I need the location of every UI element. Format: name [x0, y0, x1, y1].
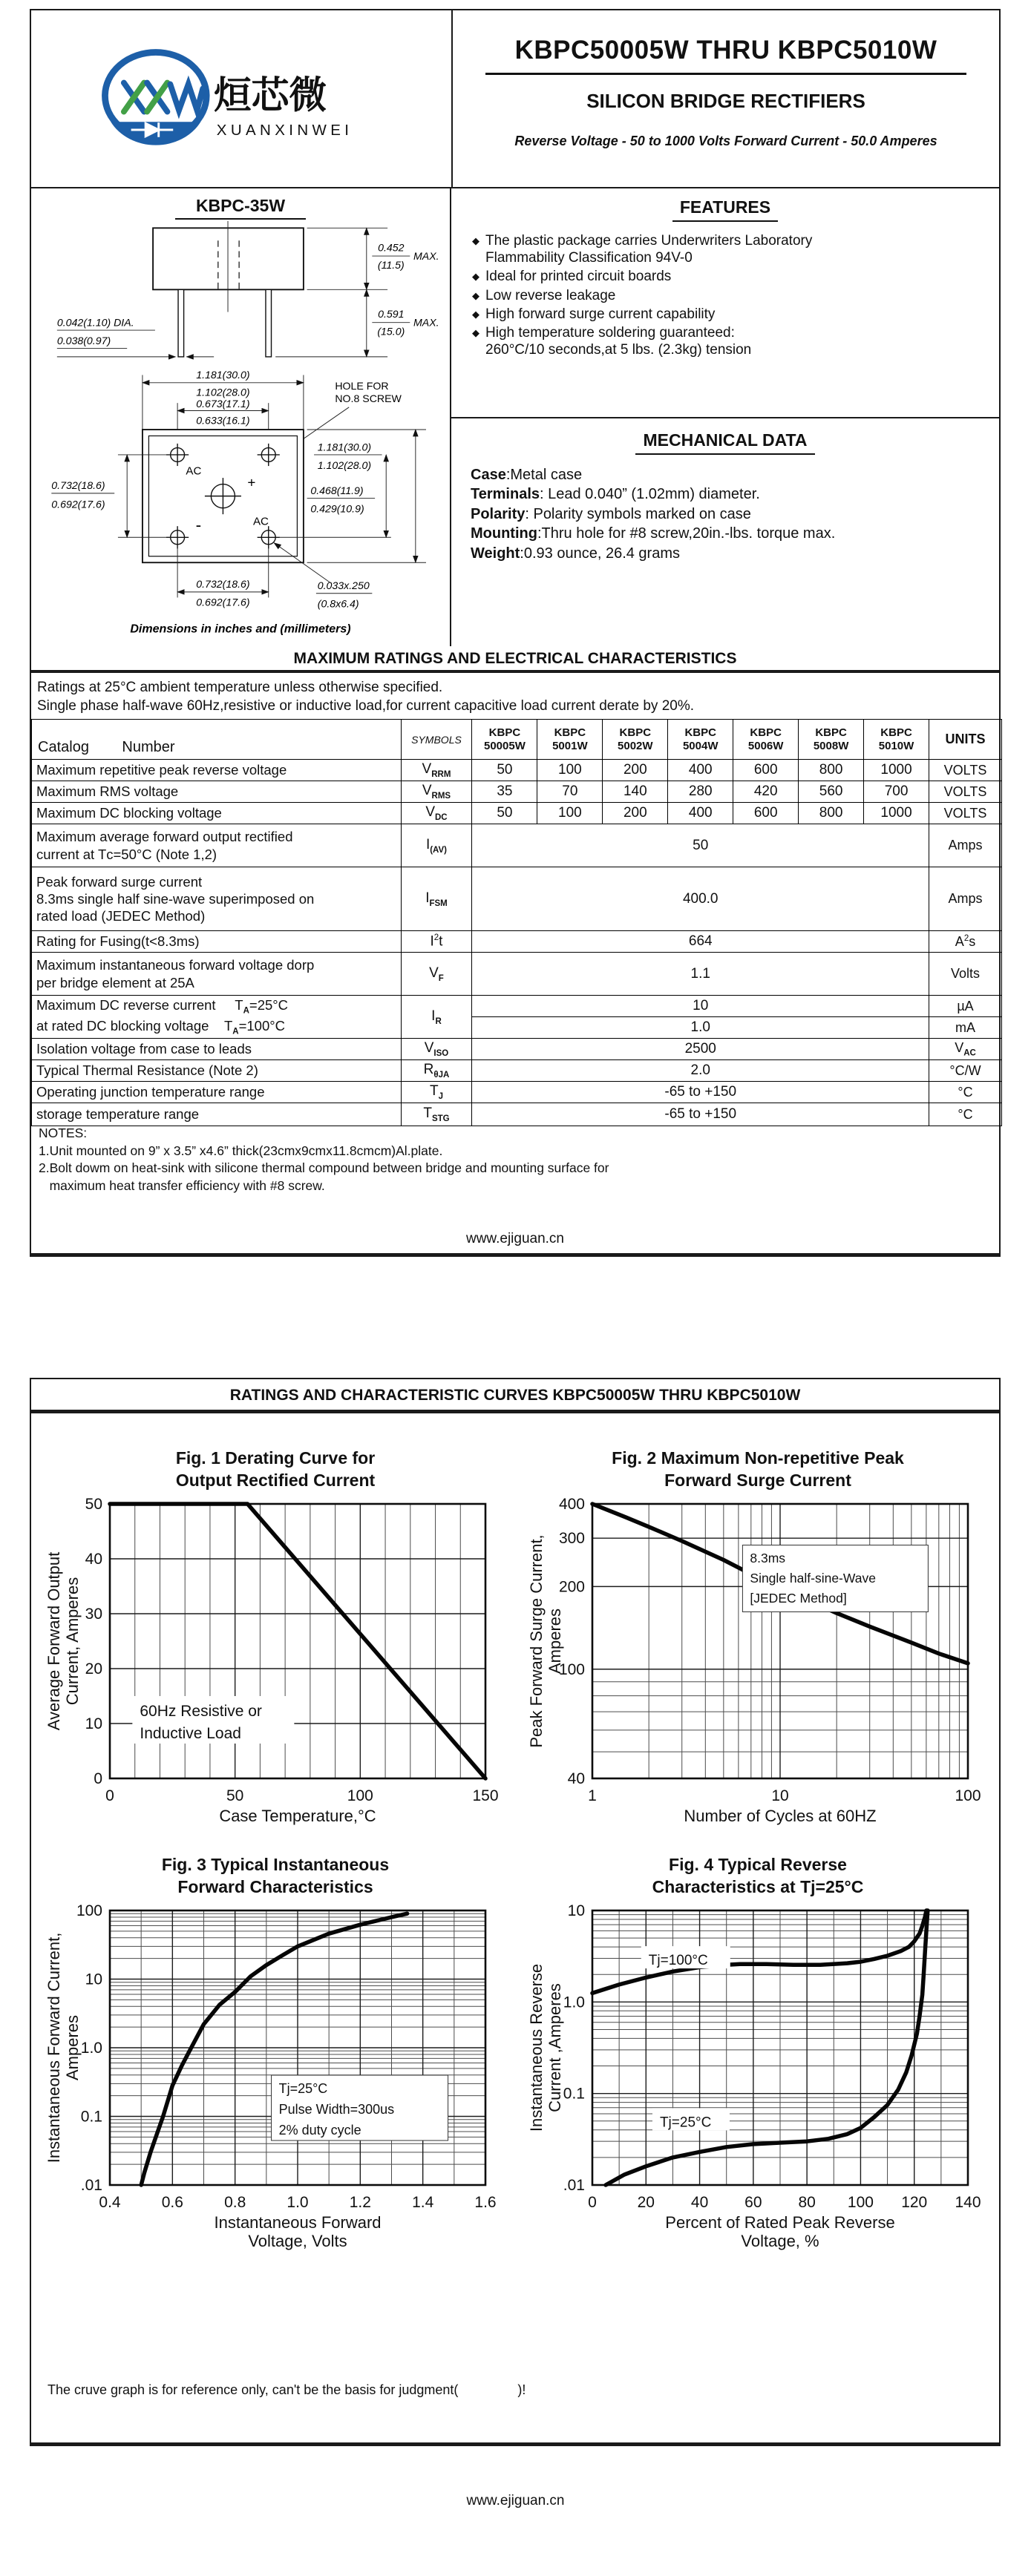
symbol-cell: $I_{FSM}$	[401, 867, 472, 931]
svg-text:0.429(10.9): 0.429(10.9)	[310, 502, 364, 515]
unit-cell: µA	[929, 996, 1002, 1017]
svg-text:60: 60	[744, 2193, 762, 2211]
package-diagram	[31, 188, 451, 646]
unit-cell: mA	[929, 1017, 1002, 1039]
logo-band	[111, 122, 200, 145]
svg-text:140: 140	[955, 2193, 981, 2211]
website-url-footer: www.ejiguan.cn	[466, 2493, 565, 2508]
col-device: KBPC 5008W	[799, 720, 864, 760]
table-row	[32, 824, 1002, 867]
unit-cell: °C/W	[929, 1060, 1002, 1082]
value-cell: 200	[603, 760, 668, 781]
value-cell: -65 to +150	[472, 1082, 929, 1103]
mechanical-line: Weight:0.93 ounce, 26.4 grams	[471, 545, 680, 562]
value-cell: 100	[537, 803, 603, 824]
svg-text:20: 20	[637, 2193, 655, 2211]
svg-text:120: 120	[901, 2193, 928, 2211]
parameter-cell: Maximum instantaneous forward voltage dorp per bridge element at 25A	[32, 953, 402, 996]
symbol-cell: $R_{\theta JA}$	[401, 1060, 472, 1082]
svg-text:NO.8 SCREW: NO.8 SCREW	[335, 392, 402, 405]
value-cell: 1.0	[472, 1017, 929, 1039]
fig3-forward-characteristic-curve	[141, 1913, 407, 2185]
figure-1	[42, 1448, 509, 1847]
company-logo-graphic	[89, 26, 393, 171]
svg-text:80: 80	[798, 2193, 816, 2211]
features-section	[451, 188, 999, 418]
svg-text:0.692(17.6): 0.692(17.6)	[51, 498, 105, 510]
website-url: www.ejiguan.cn	[465, 1231, 565, 1246]
parameter-cell: Maximum repetitive peak reverse voltage	[32, 760, 402, 781]
svg-text:.01: .01	[563, 2176, 585, 2194]
svg-text:(11.5): (11.5)	[377, 259, 405, 272]
svg-text:0.8: 0.8	[224, 2193, 246, 2211]
symbol-cell: $V_{RRM}$	[401, 760, 472, 781]
svg-text:10: 10	[567, 1902, 585, 1919]
value-cell: 420	[733, 781, 799, 803]
bullet-icon: ◆	[472, 271, 480, 283]
parameter-cell: Typical Thermal Resistance (Note 2)	[32, 1060, 402, 1082]
feature-item	[471, 306, 980, 323]
symbol-cell: $I_{(AV)}$	[401, 824, 472, 867]
svg-text:1.2: 1.2	[349, 2193, 371, 2211]
parameter-cell: storage temperature range	[32, 1103, 402, 1126]
svg-text:0.633(16.1): 0.633(16.1)	[196, 414, 250, 427]
svg-text:+: +	[247, 474, 256, 490]
value-cell: 600	[733, 803, 799, 824]
unit-cell: °C	[929, 1082, 1002, 1103]
feature-item	[471, 287, 980, 304]
value-cell: 800	[799, 803, 864, 824]
svg-text:50: 50	[85, 1495, 102, 1513]
symbol-cell: $V_{DC}$	[401, 803, 472, 824]
parameter-cell: Maximum average forward output rectified current at Tᴄ=50°C (Note 1,2)	[32, 824, 402, 867]
page-2	[30, 1378, 1001, 2446]
value-cell: 1000	[864, 760, 929, 781]
svg-text:(0.8x6.4): (0.8x6.4)	[317, 597, 359, 610]
page-1	[30, 9, 1001, 1257]
symbol-cell: $I_R$	[401, 996, 472, 1039]
right-column	[451, 188, 999, 646]
fig1-y-axis-label: Current, Amperes	[63, 1577, 82, 1705]
note-line: maximum heat transfer efficiency with #8 screw.	[39, 1177, 325, 1193]
fig4-x-axis-label: Voltage, %	[741, 2231, 819, 2250]
unit-cell: °C	[929, 1103, 1002, 1126]
fig2-x-axis-label: Number of Cycles at 60HZ	[684, 1806, 877, 1825]
feature-text: High forward surge current capability	[485, 306, 716, 322]
svg-text:1.0: 1.0	[287, 2193, 309, 2211]
svg-text:1.6: 1.6	[474, 2193, 497, 2211]
svg-text:0.038(0.97): 0.038(0.97)	[56, 334, 111, 346]
symbol-cell: $T_{STG}$	[401, 1103, 472, 1126]
logo-chinese: 烜芯微	[213, 73, 327, 116]
value-cell: 200	[603, 803, 668, 824]
unit-cell: VOLTS	[929, 760, 1002, 781]
svg-text:1.4: 1.4	[412, 2193, 434, 2211]
mechanical-section	[451, 418, 999, 646]
ratings-condition-1: Ratings at 25°C ambient temperature unless otherwise specified.	[37, 680, 443, 695]
fig1-plot	[42, 1495, 502, 1844]
svg-text:0.732(18.6): 0.732(18.6)	[51, 479, 105, 492]
svg-text:0: 0	[105, 1787, 114, 1804]
symbol-cell: $T_J$	[401, 1082, 472, 1103]
value-cell: 800	[799, 760, 864, 781]
fig1-title: Fig. 1 Derating Curve for Output Rectified Current	[175, 1448, 376, 1490]
col-device: KBPC 5001W	[537, 720, 603, 760]
parameter-cell: Maximum DC reverse current $T_A=25^\circ C$ at rated DC blocking voltage $T_A=100^\circ C$	[32, 996, 402, 1039]
value-cell: 140	[603, 781, 668, 803]
feature-item	[471, 324, 980, 358]
table-row	[32, 953, 1002, 996]
svg-text:0.591: 0.591	[378, 308, 405, 321]
feature-item	[471, 232, 980, 266]
features-list	[471, 232, 980, 358]
svg-text:300: 300	[558, 1530, 585, 1548]
package-name: KBPC-35W	[175, 196, 306, 220]
svg-text:0.1: 0.1	[80, 2108, 102, 2126]
col-symbols: SYMBOLS	[401, 720, 472, 760]
main-columns	[31, 188, 999, 646]
value-cell: 664	[472, 931, 929, 953]
figure-4	[524, 1854, 992, 2254]
mechanical-line: Mounting:Thru hole for #8 screw,20in.-lbs. torque max.	[471, 525, 836, 542]
fig1-y-axis-label: Average Forward Output	[45, 1551, 63, 1731]
svg-text:200: 200	[558, 1578, 585, 1596]
svg-text:1.102(28.0): 1.102(28.0)	[317, 459, 372, 471]
doc-subtitle: SILICON BRIDGE RECTIFIERS	[586, 90, 865, 112]
value-cell: 400	[668, 803, 733, 824]
value-cell: 100	[537, 760, 603, 781]
symbol-cell: $V_{RMS}$	[401, 781, 472, 803]
logo	[31, 10, 453, 187]
fig1-annotation: 60Hz Resistive or	[140, 1702, 262, 1720]
svg-text:10: 10	[85, 1715, 102, 1732]
fig3-plot	[42, 1902, 502, 2250]
table-row	[32, 1082, 1002, 1103]
svg-text:0: 0	[588, 2193, 597, 2211]
symbol-cell: $I^2t$	[401, 931, 472, 953]
value-cell: 50	[472, 760, 537, 781]
svg-text:0.6: 0.6	[161, 2193, 183, 2211]
svg-text:.01: .01	[80, 2176, 102, 2194]
ratings-table	[31, 719, 1002, 1126]
svg-text:(15.0): (15.0)	[377, 325, 405, 338]
package-drawing	[37, 220, 444, 640]
notes-section	[39, 1125, 609, 1195]
col-device: KBPC 50005W	[472, 720, 537, 760]
svg-text:30: 30	[85, 1605, 102, 1623]
mechanical-line: Case:Metal case	[471, 467, 583, 483]
svg-text:AC: AC	[186, 464, 202, 478]
curves-heading: RATINGS AND CHARACTERISTIC CURVES KBPC50005W THRU KBPC5010W	[31, 1379, 999, 1413]
svg-text:100: 100	[847, 2193, 874, 2211]
svg-text:MAX.: MAX.	[413, 249, 439, 262]
feature-text: Ideal for printed circuit boards	[485, 269, 672, 285]
fig2-y-axis-label: Amperes	[546, 1608, 564, 1674]
mechanical-line: Terminals: Lead 0.040” (1.02mm) diameter.	[471, 486, 760, 503]
svg-text:0.692(17.6): 0.692(17.6)	[196, 596, 250, 608]
symbol-cell: $V_F$	[401, 953, 472, 996]
fig4-plot	[524, 1902, 984, 2250]
fig4-annotation: Tj=100°C	[648, 1952, 708, 1968]
fig2-y-axis-label: Peak Forward Surge Current,	[527, 1534, 546, 1748]
fig3-x-axis-label: Instantaneous Forward	[214, 2212, 382, 2232]
fig4-x-axis-label: Percent of Rated Peak Reverse	[665, 2212, 895, 2232]
mechanical-line: Polarity: Polarity symbols marked on case	[471, 505, 751, 522]
col-units: UNITS	[929, 720, 1002, 760]
value-cell: 280	[668, 781, 733, 803]
svg-text:40: 40	[690, 2193, 709, 2211]
bullet-icon: ◆	[472, 308, 480, 320]
svg-text:0.468(11.9): 0.468(11.9)	[310, 484, 364, 496]
fig3-annotation: 2% duty cycle	[278, 2122, 361, 2138]
figure-3	[42, 1854, 509, 2254]
fig4-y-axis-label: Current ,Amperes	[546, 1982, 564, 2112]
fig2-annotation: Single half-sine-Wave	[750, 1570, 876, 1586]
fig2-title: Fig. 2 Maximum Non-repetitive Peak Forward Surge Current	[612, 1448, 904, 1490]
col-device: KBPC 5002W	[603, 720, 668, 760]
unit-cell: $V_{AC}$	[929, 1039, 1002, 1060]
feature-text: The plastic package carries Underwriters Laboratory Flammability Classification 94V-0	[485, 233, 813, 266]
svg-text:100: 100	[76, 1902, 102, 1919]
value-cell: 560	[799, 781, 864, 803]
parameter-cell: Peak forward surge current 8.3ms single half sine-wave superimposed on rated load (JEDEC Method)	[32, 867, 402, 931]
svg-text:0.033x.250: 0.033x.250	[317, 579, 370, 592]
doc-tagline: Reverse Voltage - 50 to 1000 Volts Forward Current - 50.0 Amperes	[514, 134, 937, 148]
svg-text:10: 10	[85, 1971, 102, 1988]
fig3-y-axis-label: Amperes	[63, 2014, 82, 2080]
svg-text:0.4: 0.4	[99, 2193, 121, 2211]
value-cell: 400.0	[472, 867, 929, 931]
ratings-condition-2: Single phase half-wave 60Hz,resistive or inductive load,for current capacitive load current derate by 20%.	[37, 697, 695, 714]
value-cell: 600	[733, 760, 799, 781]
fig2-annotation: 8.3ms	[750, 1550, 786, 1565]
logo-pinyin: XUANXINWEI	[216, 121, 353, 139]
value-cell: 400	[668, 760, 733, 781]
bullet-icon: ◆	[472, 235, 480, 246]
table-row	[32, 996, 1002, 1017]
svg-text:50: 50	[226, 1787, 244, 1804]
fig2-plot	[524, 1495, 984, 1844]
fig3-annotation: Tj=25°C	[278, 2080, 328, 2096]
svg-text:100: 100	[558, 1660, 585, 1678]
value-cell: 10	[472, 996, 929, 1017]
unit-cell: VOLTS	[929, 781, 1002, 803]
bullet-icon: ◆	[472, 289, 480, 301]
table-row	[32, 867, 1002, 931]
unit-cell: $A^2s$	[929, 931, 1002, 953]
ratings-conditions	[37, 679, 694, 715]
parameter-cell: Maximum DC blocking voltage	[32, 803, 402, 824]
title-rule	[485, 73, 966, 75]
svg-text:10: 10	[771, 1787, 789, 1804]
fig3-annotation: Pulse Width=300us	[278, 2101, 395, 2117]
unit-cell: Amps	[929, 824, 1002, 867]
value-cell: 70	[537, 781, 603, 803]
svg-text:0.452: 0.452	[378, 241, 405, 254]
table-row	[32, 760, 1002, 781]
table-row	[32, 781, 1002, 803]
svg-text:100: 100	[347, 1787, 373, 1804]
notes-lines	[39, 1143, 609, 1195]
col-catalog-number: Catalog Number	[32, 720, 402, 760]
fig1-annotation: Inductive Load	[140, 1724, 241, 1742]
table-row	[32, 1039, 1002, 1060]
value-cell: 50	[472, 803, 537, 824]
table-row	[32, 1103, 1002, 1126]
ratings-heading: MAXIMUM RATINGS AND ELECTRICAL CHARACTERISTICS	[31, 646, 999, 673]
svg-text:0: 0	[94, 1770, 102, 1787]
fig4-annotation: Tj=25°C	[659, 2115, 712, 2131]
note-line: 2.Bolt dowm on heat-sink with silicone thermal compound between bridge and mounting surface for	[39, 1160, 609, 1176]
value-cell: 1000	[864, 803, 929, 824]
svg-text:HOLE FOR: HOLE FOR	[335, 380, 389, 392]
fig4-y-axis-label: Instantaneous Reverse	[527, 1963, 546, 2132]
svg-text:0.1: 0.1	[563, 2085, 585, 2103]
svg-text:AC: AC	[252, 515, 269, 528]
unit-cell: VOLTS	[929, 803, 1002, 824]
diagram-caption: Dimensions in inches and (millimeters)	[130, 622, 351, 636]
svg-text:0.732(18.6): 0.732(18.6)	[196, 578, 250, 591]
symbol-cell: $V_{ISO}$	[401, 1039, 472, 1060]
table-header-row	[32, 720, 1002, 760]
svg-text:1.181(30.0): 1.181(30.0)	[196, 369, 250, 381]
value-cell: 2.0	[472, 1060, 929, 1082]
title-block	[453, 10, 999, 187]
svg-text:1.181(30.0): 1.181(30.0)	[317, 441, 372, 453]
svg-text:150: 150	[472, 1787, 499, 1804]
svg-text:40: 40	[567, 1770, 585, 1787]
feature-text: Low reverse leakage	[485, 287, 616, 303]
features-heading: FEATURES	[672, 197, 778, 222]
value-cell: 2500	[472, 1039, 929, 1060]
svg-text:100: 100	[955, 1787, 981, 1804]
svg-text:20: 20	[85, 1660, 102, 1678]
svg-text:0.673(17.1): 0.673(17.1)	[196, 397, 250, 410]
fig1-x-axis-label: Case Temperature,°C	[219, 1806, 376, 1825]
fig3-y-axis-label: Instantaneous Forward Current,	[45, 1932, 63, 2163]
value-cell: -65 to +150	[472, 1103, 929, 1126]
feature-item	[471, 268, 980, 285]
fig3-x-axis-label: Voltage, Volts	[248, 2231, 347, 2250]
page-title: KBPC50005W THRU KBPC5010W	[514, 36, 937, 65]
svg-text:40: 40	[85, 1550, 102, 1568]
note-line: 1.Unit mounted on 9” x 3.5” x4.6” thick(23cmx9cmx11.8cmcm)Al.plate.	[39, 1143, 443, 1158]
bullet-icon: ◆	[472, 326, 480, 338]
svg-text:1: 1	[588, 1787, 597, 1804]
parameter-cell: Maximum RMS voltage	[32, 781, 402, 803]
parameter-cell: Isolation voltage from case to leads	[32, 1039, 402, 1060]
svg-text:1.102(28.0): 1.102(28.0)	[196, 386, 250, 398]
feature-text: High temperature soldering guaranteed: 260°C/10 seconds,at 5 lbs. (2.3kg) tension	[485, 324, 752, 358]
value-cell: 35	[472, 781, 537, 803]
header	[31, 10, 999, 188]
mechanical-lines	[471, 465, 980, 563]
col-device: KBPC 5006W	[733, 720, 799, 760]
table-row	[32, 1060, 1002, 1082]
value-cell: 700	[864, 781, 929, 803]
value-cell: 50	[472, 824, 929, 867]
svg-text:400: 400	[558, 1495, 585, 1513]
svg-text:1.0: 1.0	[80, 2039, 102, 2057]
svg-text:-: -	[195, 515, 202, 534]
svg-text:1.0: 1.0	[563, 1994, 585, 2011]
mechanical-heading: MECHANICAL DATA	[635, 430, 814, 455]
disclaimer-text: The cruve graph is for reference only, can't be the basis for judgment( )!	[48, 2382, 526, 2397]
col-device: KBPC 5010W	[864, 720, 929, 760]
notes-heading: NOTES:	[39, 1126, 88, 1140]
table-row	[32, 931, 1002, 953]
col-device: KBPC 5004W	[668, 720, 733, 760]
svg-text:MAX.: MAX.	[413, 316, 439, 329]
unit-cell: Volts	[929, 953, 1002, 996]
parameter-cell: Rating for Fusing(t<8.3ms)	[32, 931, 402, 953]
table-row	[32, 803, 1002, 824]
fig2-annotation: [JEDEC Method]	[750, 1590, 847, 1606]
parameter-cell: Operating junction temperature range	[32, 1082, 402, 1103]
value-cell: 1.1	[472, 953, 929, 996]
figure-2	[524, 1448, 992, 1847]
fig3-title: Fig. 3 Typical Instantaneous Forward Characteristics	[161, 1855, 390, 1896]
svg-text:0.042(1.10) DIA.: 0.042(1.10) DIA.	[56, 316, 134, 329]
fig4-title: Fig. 4 Typical Reverse Characteristics at Tj=25°C	[652, 1855, 864, 1896]
unit-cell: Amps	[929, 867, 1002, 931]
